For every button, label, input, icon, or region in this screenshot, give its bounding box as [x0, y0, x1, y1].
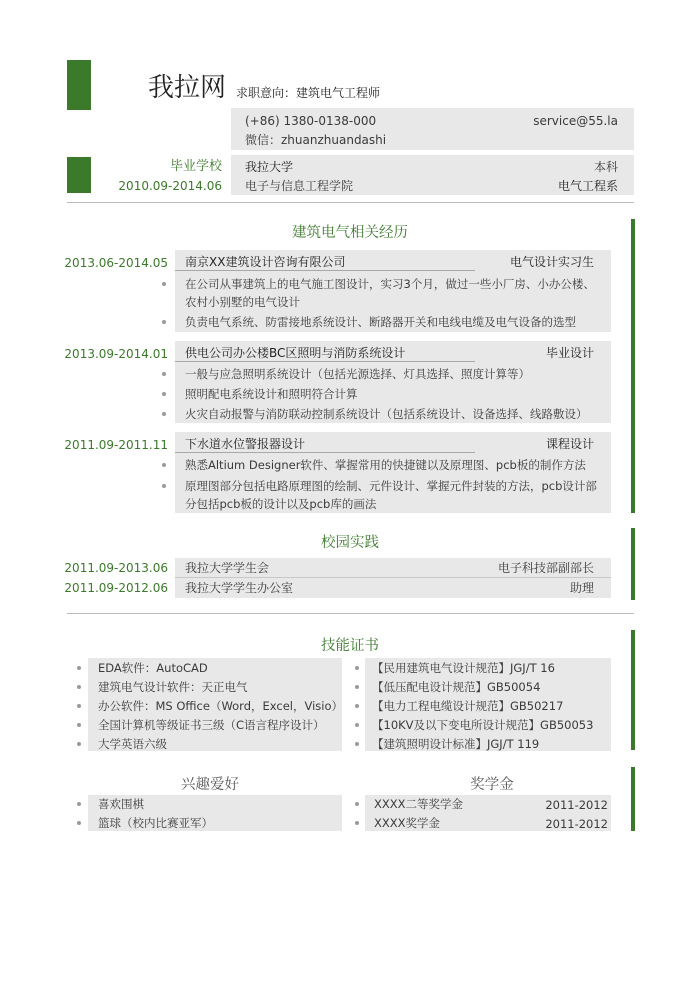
scholarship-1-name: XXXX二等奖学金 — [374, 797, 464, 811]
education-label: 毕业学校 — [169, 159, 222, 174]
scholarship-1-year: 2011-2012 — [545, 798, 608, 812]
bullet-dot — [355, 723, 359, 727]
campus-side-bar — [631, 528, 635, 600]
hobbies-title: 兴趣爱好 — [181, 777, 239, 793]
education-period: 2010.09-2014.06 — [118, 179, 222, 193]
bullet-dot — [355, 742, 359, 746]
hobby-1: 喜欢围棋 — [98, 797, 144, 811]
exp2-bullet3: 火灾自动报警与消防联动控制系统设计（包括系统设计、设备选择、线路敷设） — [185, 407, 588, 421]
bullet-dot — [355, 685, 359, 689]
education-accent-bar — [67, 157, 91, 193]
campus-row-divider — [175, 577, 611, 578]
skill-left-1: EDA软件：AutoCAD — [98, 661, 208, 675]
exp3-period: 2011.09-2011.11 — [64, 438, 168, 452]
skill-right-3: 【电力工程电缆设计规范】GB50217 — [372, 699, 564, 713]
major: 电气工程系 — [557, 179, 618, 193]
college-name: 电子与信息工程学院 — [245, 179, 354, 193]
skill-left-4: 全国计算机等级证书三级（C语言程序设计） — [98, 718, 325, 732]
school-name: 我拉大学 — [245, 160, 294, 174]
skills-side-bar — [631, 630, 635, 750]
exp2-role: 毕业设计 — [545, 346, 594, 360]
candidate-name: 我拉网 — [148, 73, 227, 103]
bullet-dot — [162, 372, 166, 376]
exp3-org: 下水道水位警报器设计 — [185, 437, 306, 451]
phone-number: (+86) 1380-0138-000 — [245, 114, 377, 128]
bullet-dot — [355, 802, 359, 806]
bullet-dot — [77, 685, 81, 689]
skill-right-2: 【低压配电设计规范】GB50054 — [372, 680, 541, 694]
bullet-dot — [162, 463, 166, 467]
experience-side-bar — [631, 219, 635, 513]
campus1-role: 电子科技部副部长 — [497, 561, 594, 575]
campus1-org: 我拉大学学生会 — [185, 561, 270, 575]
bullet-dot — [162, 392, 166, 396]
bullet-dot — [77, 666, 81, 670]
degree: 本科 — [593, 160, 618, 174]
scholarship-2-year: 2011-2012 — [545, 817, 608, 831]
campus2-org: 我拉大学学生办公室 — [185, 581, 294, 595]
bullet-dot — [77, 742, 81, 746]
job-objective: 求职意向：建筑电气工程师 — [236, 86, 381, 100]
skill-right-5: 【建筑照明设计标准】JGJ/T 119 — [372, 737, 540, 751]
campus1-period: 2011.09-2013.06 — [64, 561, 168, 575]
bullet-dot — [355, 704, 359, 708]
bullet-dot — [162, 412, 166, 416]
exp1-bullet2: 负责电气系统、防雷接地系统设计、断路器开关和电线电缆及电气设备的选型 — [185, 315, 576, 329]
bullet-dot — [77, 704, 81, 708]
email-link[interactable]: service@55.la — [533, 114, 618, 128]
skill-right-1: 【民用建筑电气设计规范】JGJ/T 16 — [372, 661, 555, 675]
bullet-dot — [355, 666, 359, 670]
exp1-bullet1: 在公司从事建筑上的电气施工图设计，实习3个月，做过一些小厂房、小办公楼、 — [185, 277, 595, 291]
bullet-dot — [77, 723, 81, 727]
exp1-bullet1-cont: 农村小别墅的电气设计 — [185, 295, 300, 309]
bullet-dot — [162, 282, 166, 286]
exp1-role: 电气设计实习生 — [509, 255, 594, 269]
exp2-bullet1: 一般与应急照明系统设计（包括光源选择、灯具选择、照度计算等） — [185, 367, 530, 381]
divider — [67, 202, 634, 203]
bullet-dot — [355, 821, 359, 825]
bullet-dot — [162, 320, 166, 324]
exp3-bullet1: 熟悉Altium Designer软件、掌握常用的快捷键以及原理图、pcb板的制作方法 — [185, 458, 586, 472]
scholarship-title: 奖学金 — [470, 777, 514, 793]
campus2-role: 助理 — [569, 581, 594, 595]
bullet-dot — [77, 821, 81, 825]
skill-left-2: 建筑电气设计软件：天正电气 — [98, 680, 248, 694]
exp2-org: 供电公司办公楼BC区照明与消防系统设计 — [185, 346, 406, 360]
wechat-id: 微信：zhuanzhuandashi — [245, 133, 387, 147]
skill-left-3: 办公软件：MS Office（Word，Excel，Visio） — [98, 699, 343, 713]
exp3-bullet2: 原理图部分包括电路原理图的绘制、元件设计、掌握元件封装的方法，pcb设计部 — [185, 479, 597, 493]
campus2-period: 2011.09-2012.06 — [64, 581, 168, 595]
campus-title: 校园实践 — [321, 535, 379, 551]
skill-left-5: 大学英语六级 — [98, 737, 167, 751]
exp1-org: 南京XX建筑设计咨询有限公司 — [185, 255, 346, 269]
experience-title: 建筑电气相关经历 — [292, 225, 408, 241]
exp1-period: 2013.06-2014.05 — [64, 256, 168, 270]
divider — [67, 613, 634, 614]
hobby-2: 篮球（校内比赛亚军） — [98, 816, 213, 830]
scholarship-2-name: XXXX奖学金 — [374, 816, 441, 830]
bullet-dot — [77, 802, 81, 806]
skills-title: 技能证书 — [321, 638, 379, 654]
bottom-side-bar — [631, 767, 635, 831]
exp2-bullet2: 照明配电系统设计和照明符合计算 — [185, 387, 358, 401]
exp3-bullet2-cont: 分包括pcb板的设计以及pcb库的画法 — [185, 497, 377, 511]
exp2-period: 2013.09-2014.01 — [64, 347, 168, 361]
header-accent-bar — [67, 60, 91, 110]
bullet-dot — [162, 484, 166, 488]
exp3-role: 课程设计 — [545, 437, 594, 451]
skill-right-4: 【10KV及以下变电所设计规范】GB50053 — [372, 718, 594, 732]
